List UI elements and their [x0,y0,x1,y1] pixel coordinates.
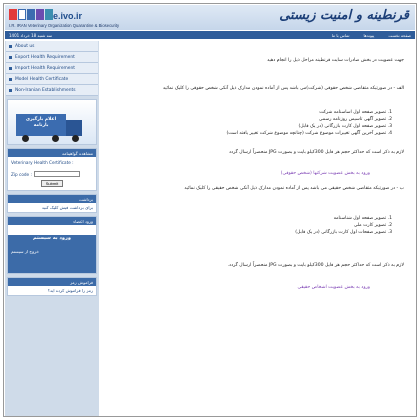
bird-icon [27,9,35,20]
download-receipt-link[interactable]: برای برداشت فیش کلیک کنید [41,205,93,210]
nav-link-home[interactable]: صفحه نخست [388,32,411,38]
banner-text: اعلام بارگیری بارنامه [25,117,57,128]
truck-cab-icon [66,120,82,136]
login-link[interactable]: ورود به سیستم [32,235,72,241]
company-membership-link[interactable]: ورود به بخش عضویت شرکتها (شخص حقوقی) [280,171,370,176]
sidebar-item-label: Import Health Requirement [15,65,76,71]
nav-link-contact[interactable]: تماس با ما [331,32,350,38]
sidebar-item-import[interactable] [6,63,98,74]
left-sidebar [5,41,99,417]
site-logo-text[interactable]: e.ivo.ir [53,11,83,21]
intro-text: جهت عضویت در بخش صادرات سایت قرنطینه مراحل ذیل را انجام دهید [267,58,404,63]
section-a-item: 4. تصویر آخرین آگهی تغییرات موضوع شرکت (چنانچه موضوع شرکت تغییر یافته است) [226,131,392,136]
flag-icon [9,9,17,20]
bullet-icon [9,89,12,92]
login-box-title: ورود اعضاء [8,217,96,225]
section-b-item: 1. تصویر صفحه اول شناسنامه [333,216,392,221]
section-a-item: 2. تصویر آگهی تاسیس روزنامه رسمی [318,117,392,122]
nav-link-links[interactable]: پیوندها [363,32,375,38]
submit-button[interactable]: Submit [41,180,63,187]
main-content [101,41,414,417]
fish-icon [36,9,44,20]
section-a-heading: الف - در صورتیکه متقاضی شخص حقوقی (شرکت)می باشد پس از آماده نمودن مدارک ذیل آنکی شخص حقوقی را کلیک نمائید [162,86,404,91]
section-a-item: 3. تصویر صفحه اول کارت بازرگانی (در یک قابل) [298,124,392,129]
section-b-heading: ب - در صورتیکه متقاضی شخص حقیقی می باشد پس از آماده نمودن مدارک ذیل آنکی شخص حقیقی را کلیک نمائید [184,186,404,191]
sidebar-item-label: About us [15,43,35,49]
section-b-note: لازم به ذکر است که حداکثر حجم هر فایل 300کیلو بایت و بصورت JPG منحصراً ارسال گردد. [227,263,404,268]
bullet-icon [9,56,12,59]
zip-label: Zip code : [11,171,32,177]
bullet-icon [9,67,12,70]
certificate-box-title: مشاهده گواهینامه [8,149,96,157]
nav-links [332,33,411,38]
sidebar-menu [6,41,98,96]
download-box-title: برداشت [8,195,96,203]
password-box-title: فراموش رمز [8,278,96,286]
section-b-item: 2. تصویر کارت ملی [353,223,392,228]
sidebar-item-about[interactable] [6,41,98,52]
section-a-item: 1. تصویر صفحه اول اساسنامه شرکت [319,110,392,115]
download-box [7,194,97,213]
top-navbar [5,31,415,39]
current-date: سه شنبه 18 خرداد 1401 [9,32,53,38]
forgot-password-link[interactable]: رمز را فراموش کرده اید؟ [47,288,93,293]
sidebar-item-export[interactable] [6,52,98,63]
wheel-icon [22,135,29,142]
section-a-note: لازم به ذکر است که حداکثر حجم هر فایل 300کیلو بایت و بصورت JPG منحصراً ارسال گردد [229,150,404,155]
browser-frame [3,3,417,417]
zip-code-input[interactable] [34,171,80,177]
site-header [5,5,415,30]
header-icon-strip [9,9,53,20]
sidebar-item-model-certificate[interactable] [6,74,98,85]
logout-link[interactable]: خروج از سیستم [11,249,40,254]
loading-announcement-banner[interactable] [7,99,97,145]
sidebar-item-label: Export Health Requirement [15,54,75,60]
wheel-icon [52,135,59,142]
bullet-icon [9,78,12,81]
certificate-label: Veterinary Health Certificate : [11,160,74,165]
bullet-icon [9,45,12,48]
sidebar-item-label: Non-Iranian Establishments [15,87,76,93]
sidebar-item-label: Model Health Certificate [15,76,69,82]
login-box [7,216,97,274]
individual-membership-link[interactable]: ورود به بخش عضویت اشخاص حقیقی [297,285,370,290]
section-b-item: 3. تصویر صفحات اول کارت بازرگانی (در یک قابل) [295,230,392,235]
bee-icon [45,9,53,20]
sidebar-item-non-iranian[interactable] [6,85,98,96]
animal-icon [18,9,26,20]
wheel-icon [72,135,79,142]
calligraphy-title: قرنطینه و امنیت زیستی [279,8,409,23]
org-name: I.R. IRAN Veterinary Organization Quarantine & Biosecurity [9,23,120,28]
